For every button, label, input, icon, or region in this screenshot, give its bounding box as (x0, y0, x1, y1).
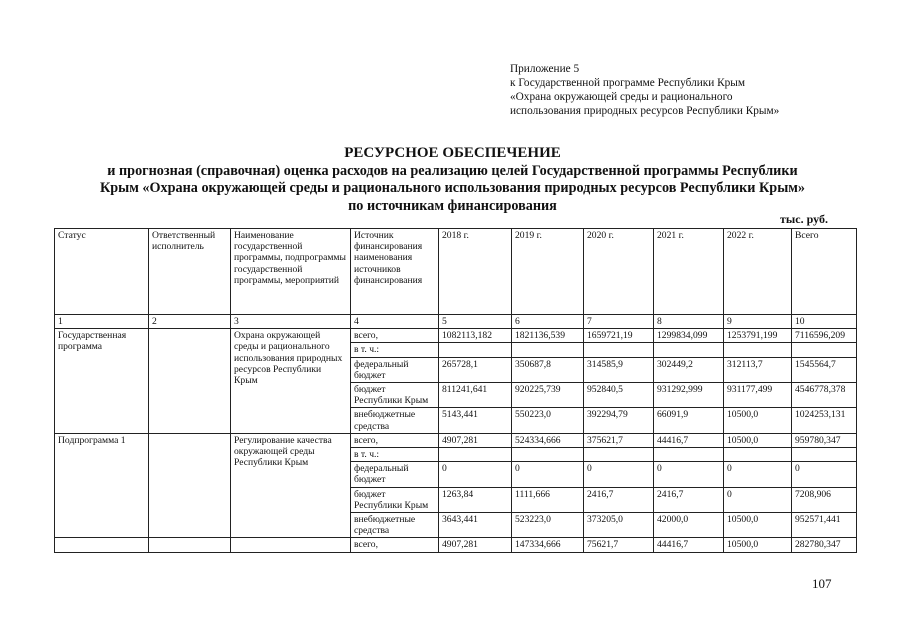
value-cell: 10500,0 (724, 408, 792, 433)
program-name-cell (231, 538, 351, 552)
source-cell: внебюджетные средства (351, 408, 439, 433)
value-cell (584, 448, 654, 462)
source-cell: всего, (351, 433, 439, 447)
program-name-cell: Охрана окружающей среды и рационального использования природных ресурсов Республики Крым (231, 329, 351, 434)
column-header: Ответственный исполнитель (149, 229, 231, 315)
value-cell: 4907,281 (439, 433, 512, 447)
value-cell (654, 343, 724, 357)
table-row (55, 538, 857, 552)
value-cell (439, 343, 512, 357)
value-cell: 959780,347 (792, 433, 857, 447)
source-cell: федеральный бюджет (351, 357, 439, 382)
value-cell: 1024253,131 (792, 408, 857, 433)
value-cell: 1821136,539 (512, 329, 584, 343)
column-number: 7 (584, 315, 654, 329)
value-cell: 44416,7 (654, 433, 724, 447)
column-header: 2019 г. (512, 229, 584, 315)
value-cell: 0 (654, 462, 724, 487)
column-header: Наименование государственной программы, подпрограммы государственной программы, мероприятий (231, 229, 351, 315)
table-row (55, 433, 857, 447)
source-cell: в т. ч.: (351, 343, 439, 357)
appendix-line: «Охрана окружающей среды и рационального (510, 91, 733, 103)
source-cell: всего, (351, 329, 439, 343)
value-cell: 3643,441 (439, 513, 512, 538)
value-cell: 1253791,199 (724, 329, 792, 343)
column-number: 6 (512, 315, 584, 329)
value-cell: 75621,7 (584, 538, 654, 552)
column-header: Источник финансирования наименования источников финансирования (351, 229, 439, 315)
column-header: Статус (55, 229, 149, 315)
value-cell: 931292,999 (654, 383, 724, 408)
value-cell: 302449,2 (654, 357, 724, 382)
source-cell: внебюджетные средства (351, 513, 439, 538)
value-cell: 0 (439, 462, 512, 487)
value-cell (654, 448, 724, 462)
value-cell: 314585,9 (584, 357, 654, 382)
table-header-row (55, 229, 857, 315)
value-cell: 1111,666 (512, 487, 584, 512)
value-cell: 1299834,099 (654, 329, 724, 343)
title-line: РЕСУРСНОЕ ОБЕСПЕЧЕНИЕ (344, 145, 561, 161)
executor-cell (149, 329, 231, 434)
source-cell: всего, (351, 538, 439, 552)
value-cell: 952840,5 (584, 383, 654, 408)
source-cell: федеральный бюджет (351, 462, 439, 487)
value-cell: 375621,7 (584, 433, 654, 447)
value-cell: 1659721,19 (584, 329, 654, 343)
value-cell: 2416,7 (654, 487, 724, 512)
title-line: Крым «Охрана окружающей среды и рационального использования природных ресурсов Республики Крым» (99, 180, 806, 196)
value-cell: 10500,0 (724, 538, 792, 552)
value-cell: 66091,9 (654, 408, 724, 433)
page-number: 107 (812, 576, 832, 591)
appendix-header (510, 62, 779, 118)
value-cell: 1082113,182 (439, 329, 512, 343)
status-cell: Государственная программа (55, 329, 149, 434)
title-line: по источникам финансирования (348, 197, 557, 214)
resource-table (54, 228, 857, 553)
source-cell: в т. ч.: (351, 448, 439, 462)
value-cell (792, 448, 857, 462)
value-cell: 4907,281 (439, 538, 512, 552)
executor-cell (149, 433, 231, 538)
value-cell: 350687,8 (512, 357, 584, 382)
column-number: 3 (231, 315, 351, 329)
value-cell: 4546778,378 (792, 383, 857, 408)
value-cell (512, 343, 584, 357)
status-cell: Подпрограмма 1 (55, 433, 149, 538)
value-cell: 7116596,209 (792, 329, 857, 343)
appendix-line: к Государственной программе Республики Крым (510, 77, 746, 89)
value-cell: 7208,906 (792, 487, 857, 512)
appendix-line: Приложение 5 (510, 63, 580, 75)
value-cell: 0 (512, 462, 584, 487)
value-cell: 523223,0 (512, 513, 584, 538)
column-number: 2 (149, 315, 231, 329)
value-cell: 147334,666 (512, 538, 584, 552)
table-row (55, 329, 857, 343)
appendix-line: использования природных ресурсов Республики Крым» (510, 105, 780, 117)
value-cell: 0 (724, 462, 792, 487)
column-number-row (55, 315, 857, 329)
executor-cell (149, 538, 231, 552)
column-header: Всего (792, 229, 857, 315)
value-cell: 10500,0 (724, 513, 792, 538)
status-cell (55, 538, 149, 552)
program-name-cell: Регулирование качества окружающей среды Республики Крым (231, 433, 351, 538)
value-cell (724, 343, 792, 357)
value-cell: 44416,7 (654, 538, 724, 552)
units-label: тыс. руб. (780, 212, 828, 226)
value-cell (439, 448, 512, 462)
column-number: 1 (55, 315, 149, 329)
value-cell: 265728,1 (439, 357, 512, 382)
value-cell: 550223,0 (512, 408, 584, 433)
value-cell: 952571,441 (792, 513, 857, 538)
value-cell (584, 343, 654, 357)
source-cell: бюджет Республики Крым (351, 383, 439, 408)
document-title (40, 145, 865, 215)
value-cell: 282780,347 (792, 538, 857, 552)
value-cell (792, 343, 857, 357)
value-cell: 5143,441 (439, 408, 512, 433)
column-header: 2018 г. (439, 229, 512, 315)
column-header: 2022 г. (724, 229, 792, 315)
value-cell: 0 (584, 462, 654, 487)
column-number: 10 (792, 315, 857, 329)
column-header: 2021 г. (654, 229, 724, 315)
value-cell (512, 448, 584, 462)
value-cell: 392294,79 (584, 408, 654, 433)
column-number: 8 (654, 315, 724, 329)
source-cell: бюджет Республики Крым (351, 487, 439, 512)
value-cell: 920225,739 (512, 383, 584, 408)
value-cell: 811241,641 (439, 383, 512, 408)
value-cell: 42000,0 (654, 513, 724, 538)
value-cell: 1545564,7 (792, 357, 857, 382)
value-cell: 373205,0 (584, 513, 654, 538)
value-cell: 0 (792, 462, 857, 487)
value-cell: 524334,666 (512, 433, 584, 447)
value-cell: 312113,7 (724, 357, 792, 382)
column-number: 4 (351, 315, 439, 329)
value-cell: 931177,499 (724, 383, 792, 408)
title-line: и прогнозная (справочная) оценка расходов на реализацию целей Государственной программы Республики (107, 162, 798, 179)
value-cell: 10500,0 (724, 433, 792, 447)
column-number: 5 (439, 315, 512, 329)
column-header: 2020 г. (584, 229, 654, 315)
column-number: 9 (724, 315, 792, 329)
value-cell: 0 (724, 487, 792, 512)
value-cell: 1263,84 (439, 487, 512, 512)
value-cell (724, 448, 792, 462)
value-cell: 2416,7 (584, 487, 654, 512)
